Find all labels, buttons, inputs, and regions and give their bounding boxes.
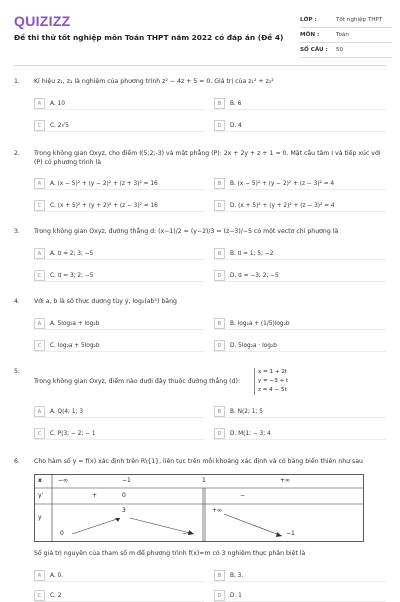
equation-y: y = −3 + t xyxy=(258,378,289,384)
line-equation-system xyxy=(254,368,288,395)
question-number: 1. xyxy=(14,78,20,85)
option-b[interactable] xyxy=(214,248,386,260)
meta-value: Toán xyxy=(336,32,349,38)
option-text: D. u⃗ = −3; 2; −5 xyxy=(230,272,279,279)
option-letter: B xyxy=(214,248,225,259)
page-header xyxy=(0,0,400,64)
option-c[interactable] xyxy=(34,590,204,602)
question-2 xyxy=(14,150,386,216)
meta-row-class xyxy=(300,13,392,28)
option-letter: C xyxy=(34,200,45,211)
question-5 xyxy=(14,368,386,448)
option-letter: D xyxy=(214,428,225,439)
option-text: A. 5log₂a + log₂b xyxy=(50,320,100,327)
increase-arrow xyxy=(72,518,120,534)
option-letter: A xyxy=(34,570,45,581)
x-value: +∞ xyxy=(280,477,291,484)
option-d[interactable] xyxy=(214,270,386,282)
question-text: Với a, b là số thực dương tùy ý, log₂(ab⁵) bằng xyxy=(34,298,177,305)
option-text: A. Q(4; 1; 3 xyxy=(50,408,84,415)
option-b[interactable] xyxy=(214,98,386,110)
decrease-arrow xyxy=(224,514,282,536)
arrow-head xyxy=(115,518,120,522)
option-letter: C xyxy=(34,428,45,439)
option-letter: B xyxy=(214,570,225,581)
question-number: 3. xyxy=(14,228,20,235)
option-d[interactable] xyxy=(214,120,386,132)
meta-key: LỚP : xyxy=(300,17,317,23)
option-text: B. (x − 5)² + (y − 2)² + (z − 3)² = 4 xyxy=(230,180,335,187)
option-letter: B xyxy=(214,178,225,189)
option-text: C. 2√5 xyxy=(50,122,69,129)
question-1 xyxy=(14,78,386,138)
question-text: Kí hiệu z₁, z₂ là nghiệm của phương trình z² − 4z + 5 = 0. Giá trị của z₁² + z₂² xyxy=(34,78,274,85)
option-letter: D xyxy=(214,270,225,281)
question-4 xyxy=(14,298,386,356)
meta-value: 50 xyxy=(336,47,344,53)
option-text: D. 4 xyxy=(230,122,242,129)
derivative-sign: + xyxy=(92,492,98,499)
option-text: D. (x + 5)² + (y + 2)² + (z − 3)² = 4 xyxy=(230,202,335,209)
option-letter: A xyxy=(34,248,45,259)
option-b[interactable] xyxy=(214,318,386,330)
option-text: C. log₂a + 5log₂b xyxy=(50,342,100,349)
option-a[interactable] xyxy=(34,98,204,110)
option-text: C. (x + 5)² + (y + 2)² + (z − 3)² = 16 xyxy=(50,202,158,209)
question-number: 4. xyxy=(14,298,20,305)
x-value: −1 xyxy=(122,477,131,484)
option-d[interactable] xyxy=(214,428,386,440)
quizizz-logo: QUIZIZZ xyxy=(14,13,71,29)
y-value: −1 xyxy=(286,530,295,537)
question-number: 5. xyxy=(14,368,20,375)
exam-meta xyxy=(300,13,392,58)
y-value: 0 xyxy=(60,530,64,537)
option-text: C. u⃗ = 3; 2; −5 xyxy=(50,272,94,279)
meta-row-subject xyxy=(300,28,392,43)
option-letter: B xyxy=(214,406,225,417)
meta-value: Tốt nghiệp THPT xyxy=(336,17,383,23)
option-b[interactable] xyxy=(214,570,386,582)
equation-z: z = 4 − 5t xyxy=(258,387,287,393)
option-text: A. 0. xyxy=(50,572,64,579)
option-d[interactable] xyxy=(214,200,386,212)
y-value: 3 xyxy=(122,507,126,514)
option-b[interactable] xyxy=(214,406,386,418)
row-label-y: y xyxy=(38,514,42,521)
option-text: C. 2 xyxy=(50,592,62,599)
equation-x: x = 1 + 2t xyxy=(258,369,288,375)
row-label-x: x xyxy=(38,477,42,484)
option-a[interactable] xyxy=(34,178,204,190)
header-divider xyxy=(14,65,386,66)
option-letter: A xyxy=(34,98,45,109)
option-letter: D xyxy=(214,590,225,601)
option-letter: A xyxy=(34,406,45,417)
option-text: B. log₂a + (1/5)log₂b xyxy=(230,320,290,327)
y-value: −∞ xyxy=(182,530,193,537)
option-text: D. 1 xyxy=(230,592,242,599)
option-text: A. 10 xyxy=(50,100,65,107)
option-c[interactable] xyxy=(34,120,204,132)
option-b[interactable] xyxy=(214,178,386,190)
meta-key: SỐ CÂU : xyxy=(300,47,328,53)
option-letter: A xyxy=(34,318,45,329)
option-letter: A xyxy=(34,178,45,189)
option-text: D. M(1; − 3; 4 xyxy=(230,430,271,437)
option-letter: C xyxy=(34,340,45,351)
option-text: B. u⃗ = 1; 5; −2 xyxy=(230,250,274,257)
derivative-sign: − xyxy=(240,492,246,499)
option-text: D. 5log₂a · log₂b xyxy=(230,342,277,349)
x-value: 1 xyxy=(202,477,206,484)
option-letter: D xyxy=(214,340,225,351)
exam-title: Đề thi thử tốt nghiệp môn Toán THPT năm 2022 có đáp án (Đề 4) xyxy=(14,33,284,42)
option-text: B. 6 xyxy=(230,100,242,107)
option-letter: D xyxy=(214,120,225,131)
y-value: +∞ xyxy=(212,507,223,514)
arrow-head xyxy=(276,532,282,537)
question-followup: Số giá trị nguyên của tham số m để phương trình f(x)=m có 3 nghiệm thực phân biệt là xyxy=(34,550,306,557)
option-letter: C xyxy=(34,590,45,601)
option-text: B. 3. xyxy=(230,572,244,579)
variation-table xyxy=(34,474,364,542)
derivative-zero: 0 xyxy=(122,492,126,499)
row-label-derivative: y' xyxy=(38,492,44,499)
question-3 xyxy=(14,228,386,286)
option-a[interactable] xyxy=(34,406,204,418)
option-letter: D xyxy=(214,200,225,211)
question-text: Trong không gian Oxyz, điểm nào dưới đây thuộc đường thẳng (d): xyxy=(34,378,240,385)
option-c[interactable] xyxy=(34,270,204,282)
variation-table-grid xyxy=(34,474,364,542)
option-d[interactable] xyxy=(214,590,386,602)
option-text: A. (x − 5)² + (y − 2)² + (z + 3)² = 16 xyxy=(50,180,158,187)
meta-row-count xyxy=(300,43,392,58)
option-letter: C xyxy=(34,120,45,131)
question-text: Trong không gian Oxyz, cho điểm I(5;2;-3) và mặt phẳng (P): 2x + 2y + z + 1 = 0. Mặt cầu tâm I và tiếp xúc với (P) có phương trình là xyxy=(34,150,381,166)
option-letter: B xyxy=(214,318,225,329)
option-text: A. u⃗ = 2; 3; −5 xyxy=(50,250,94,257)
option-a[interactable] xyxy=(34,318,204,330)
option-letter: B xyxy=(214,98,225,109)
option-text: C. P(3; − 2; − 1 xyxy=(50,430,96,437)
option-c[interactable] xyxy=(34,428,204,440)
option-text: B. N(2; 1; 5 xyxy=(230,408,263,415)
option-letter: C xyxy=(34,270,45,281)
meta-key: MÔN : xyxy=(300,32,320,38)
x-value: −∞ xyxy=(58,477,69,484)
question-text: Cho hàm số y = f(x) xác định trên R\{1}, liên tục trên mỗi khoảng xác định và có bảng biến thiên như sau xyxy=(34,458,363,465)
option-a[interactable] xyxy=(34,570,204,582)
option-c[interactable] xyxy=(34,200,204,212)
option-c[interactable] xyxy=(34,340,204,352)
question-number: 6. xyxy=(14,458,20,465)
option-d[interactable] xyxy=(214,340,386,352)
option-a[interactable] xyxy=(34,248,204,260)
question-text: Trong không gian Oxyz, đường thẳng d: (x−1)/2 = (y−2)/3 = (z−3)/−5 có một vectơ chỉ phương là xyxy=(34,228,339,235)
question-number: 2. xyxy=(14,150,20,157)
